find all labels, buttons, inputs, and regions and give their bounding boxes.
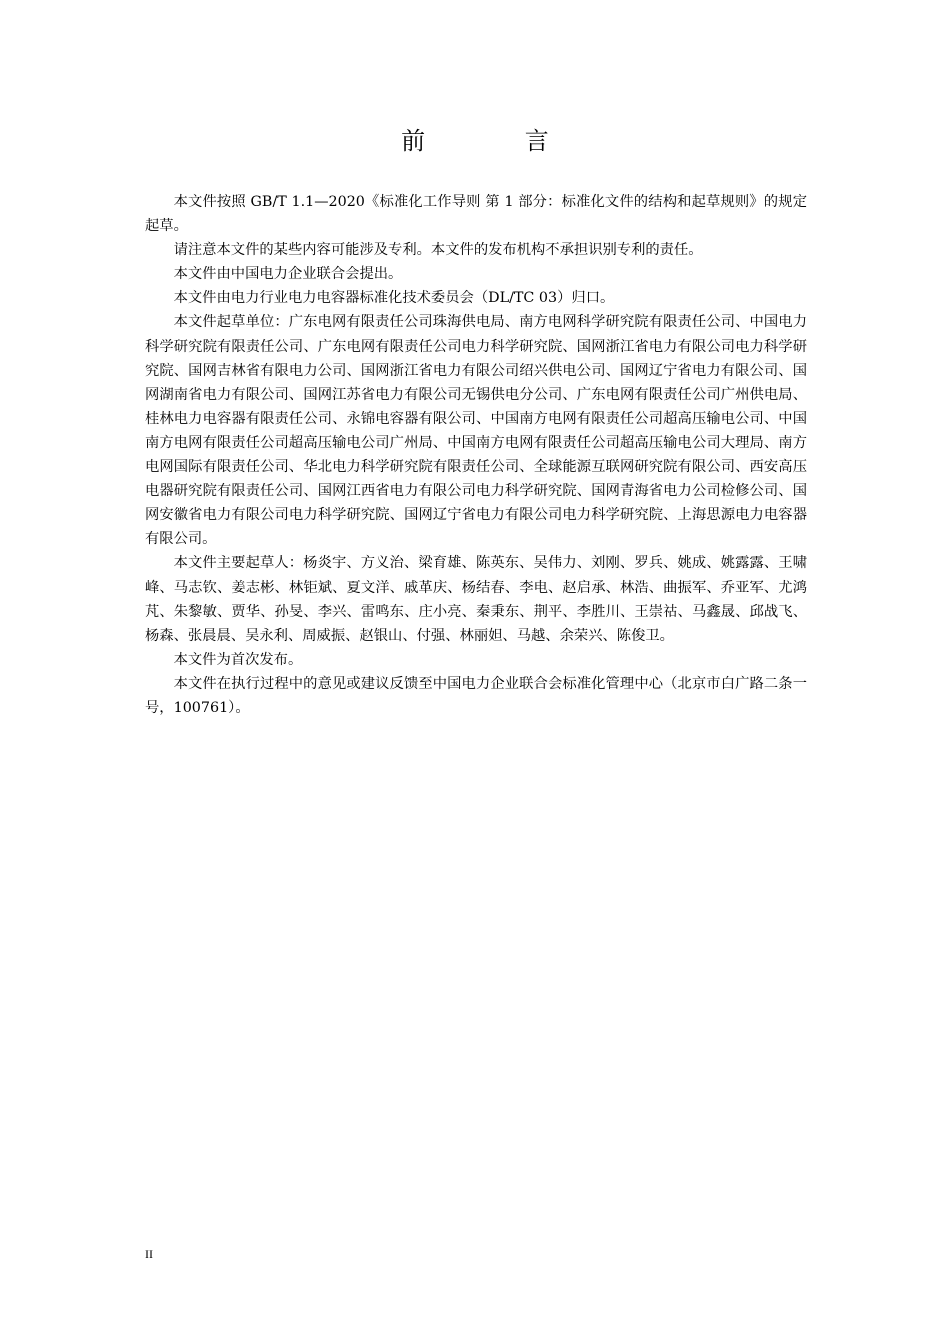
paragraph-first-release: 本文件为首次发布。 bbox=[173, 651, 303, 668]
paragraph-centralized-unit: 本文件由电力行业电力电容器标准化技术委员会（DL/TC 03）归口。 bbox=[173, 290, 615, 307]
paragraph-drafting-rules: 本文件按照 GB/T 1.1—2020《标准化工作导则 第 1 部分：标准化文件的结构和起草规则》的规定起草。 bbox=[145, 194, 807, 235]
page-number: II bbox=[145, 1247, 153, 1261]
paragraph-patent-notice: 请注意本文件的某些内容可能涉及专利。本文件的发布机构不承担识别专利的责任。 bbox=[173, 242, 703, 259]
paragraph-proposer: 本文件由中国电力企业联合会提出。 bbox=[173, 266, 403, 283]
paragraph-main-drafters: 本文件主要起草人：杨炎宇、方义治、梁育雄、陈英东、吴伟力、刘刚、罗兵、姚成、姚露露、王啸峰、马志钦、姜志彬、林钜斌、夏文洋、戚革庆、杨结春、李电、赵启承、林浩、曲振军、乔亚军、尤鸿芃、朱黎敏、贾华、孙旻、李兴、雷鸣东、庄小亮、秦秉东、荆平、李胜川、王崇祜、马鑫晟、邱战飞、杨森、张晨晨、吴永利、周威振、赵银山、付强、林丽妲、马越、余荣兴、陈俊卫。 bbox=[145, 555, 807, 644]
page-title: 前 言 bbox=[401, 127, 595, 155]
foreword-body bbox=[145, 190, 807, 720]
paragraph-drafting-organizations: 本文件起草单位：广东电网有限责任公司珠海供电局、南方电网科学研究院有限责任公司、中国电力科学研究院有限责任公司、广东电网有限责任公司电力科学研究院、国网浙江省电力有限公司电力科学研究院、国网吉林省有限电力公司、国网浙江省电力有限公司绍兴供电公司、国网辽宁省电力有限公司、国网湖南省电力有限公司、国网江苏省电力有限公司无锡供电分公司、广东电网有限责任公司广州供电局、桂林电力电容器有限责任公司、永锦电容器有限公司、中国南方电网有限责任公司超高压输电公司、中国南方电网有限责任公司超高压输电公司广州局、中国南方电网有限责任公司超高压输电公司大理局、南方电网国际有限责任公司、华北电力科学研究院有限责任公司、全球能源互联网研究院有限公司、西安高压电器研究院有限责任公司、国网江西省电力有限公司电力科学研究院、国网青海省电力公司检修公司、国网安徽省电力有限公司电力科学研究院、国网辽宁省电力有限公司电力科学研究院、上海思源电力电容器有限公司。 bbox=[145, 314, 807, 548]
paragraph-feedback: 本文件在执行过程中的意见或建议反馈至中国电力企业联合会标准化管理中心（北京市白广路二条一号，100761）。 bbox=[145, 675, 807, 716]
